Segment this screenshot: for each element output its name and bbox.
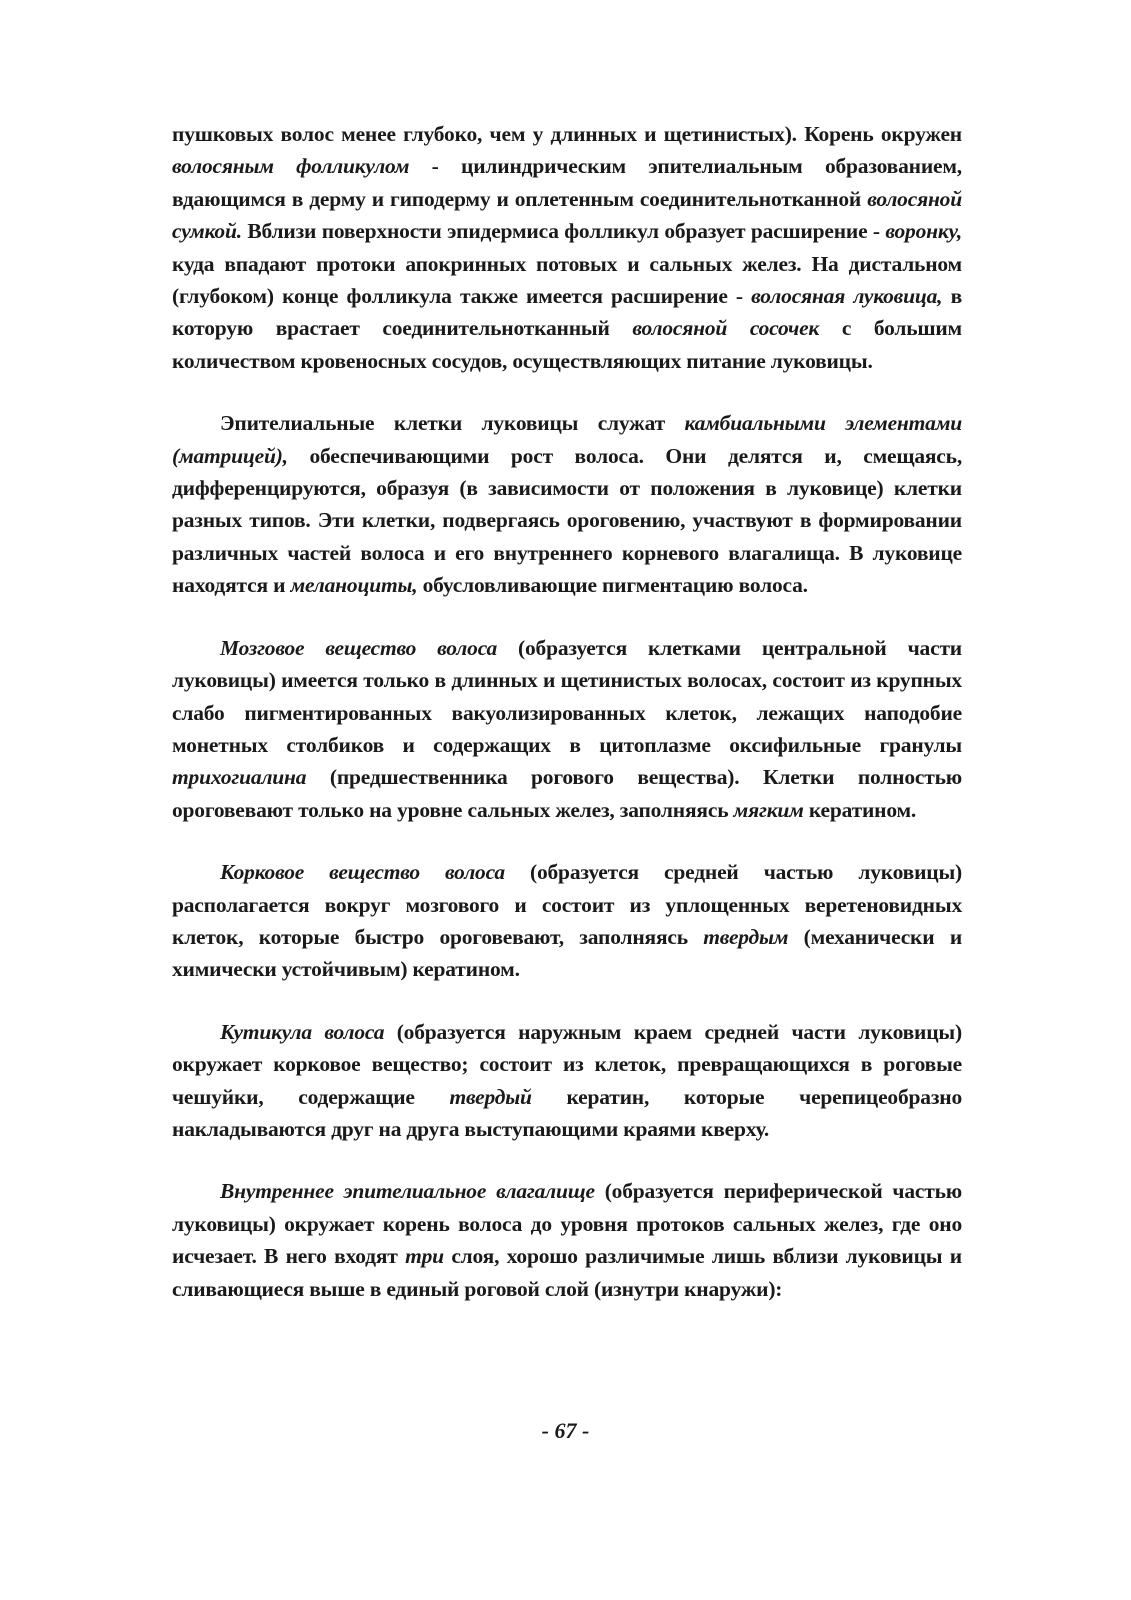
- text-run: (образуется периферической частью луковицы) окружает корень волоса до уровня протоков сальных желез, где оно исчезает. В него входят: [172, 1179, 962, 1269]
- text-run: (механически и химически устойчивым) кератином.: [172, 924, 963, 982]
- italic-term: Корковое вещество волоса: [220, 860, 505, 885]
- text-run: пушковых волос менее глубоко, чем у длинных и щетинистых). Корень окружен: [172, 122, 962, 146]
- italic-term: меланоциты,: [290, 573, 418, 598]
- text-run: кератин, которые черепицеобразно накладываются друг на друга выступающими краями кверху.: [172, 1084, 962, 1141]
- italic-term: трихогиалина: [172, 765, 307, 790]
- paragraph: [172, 1175, 962, 1305]
- text-run: (образуется наружным краем средней части луковицы) окружает корковое вещество; состоит из клеток, превращающихся в роговые чешуйки, содержащие: [172, 1019, 962, 1109]
- text-run: куда впадают протоки апокринных потовых и сальных желез. На дистальном (глубоком) конце фолликула также имеется расширение -: [172, 251, 962, 309]
- italic-term: камбиальными элементами (матрицей),: [172, 411, 963, 468]
- text-run: с большим количеством кровеносных сосудов, осуществляющих питание луковицы.: [172, 316, 962, 373]
- page-body: [172, 118, 962, 1335]
- text-run: обусловливающие пигментацию волоса.: [417, 573, 808, 598]
- text-run: Вблизи поверхности эпидермиса фолликул образует расширение -: [241, 219, 886, 244]
- paragraph: [172, 407, 962, 601]
- text-run: слоя, хорошо различимые лишь вблизи луковицы и сливающиеся выше в единый роговой слой (изнутри кнаружи):: [172, 1244, 962, 1301]
- paragraph: [172, 118, 962, 377]
- italic-term: твердым: [703, 924, 789, 949]
- text-run: - цилиндрическим эпителиальным образованием, вдающимся в дерму и гиподерму и оплетенным соединительнотканной: [172, 154, 962, 211]
- text-run: (образуется средней частью луковицы) располагается вокруг мозгового и состоит из уплощенных веретеновидных клеток, которые быстро ороговевают, заполняясь: [172, 860, 963, 949]
- text-run: (предшественника рогового вещества). Клетки полностью ороговевают только на уровне сальных желез, заполняясь: [172, 765, 962, 822]
- paragraph: [172, 632, 962, 826]
- italic-term: волосяной сосочек: [632, 316, 820, 341]
- text-run: Эпителиальные клетки луковицы служат: [220, 411, 685, 436]
- italic-term: волосяным фолликулом: [172, 154, 410, 179]
- italic-term: Мозговое вещество волоса: [220, 635, 498, 660]
- italic-term: Кутикула волоса: [220, 1019, 385, 1044]
- paragraph: [172, 856, 962, 986]
- italic-term: волосяная луковица,: [751, 284, 943, 309]
- paragraph: [172, 1016, 962, 1146]
- italic-term: Внутреннее эпителиальное влагалище: [220, 1179, 595, 1204]
- text-run: (образуется клетками центральной части луковицы) имеется только в длинных и щетинистых волосах, состоит из крупных слабо пигментированных вакуолизированных клеток, лежащих наподобие монетных столбиков и содержащих в цитоплазме оксифильные гранулы: [172, 635, 962, 757]
- italic-term: волосяной сумкой.: [172, 186, 962, 244]
- text-run: обеспечивающими рост волоса. Они делятся и, смещаясь, дифференцируются, образуя (в зависимости от положения в луковице) клетки разных типов. Эти клетки, подвергаясь ороговению, участвуют в формировании различных частей волоса и его внутреннего корневого влагалища. В луковице находятся и: [172, 443, 962, 598]
- text-run: в которую врастает соединительнотканный: [172, 284, 962, 341]
- page-number: - 67 -: [541, 1418, 590, 1443]
- text-run: кератином.: [803, 797, 917, 822]
- italic-term: три: [405, 1244, 444, 1269]
- italic-term: твердый: [449, 1084, 532, 1109]
- italic-term: мягким: [733, 797, 804, 822]
- italic-term: воронку,: [885, 219, 962, 244]
